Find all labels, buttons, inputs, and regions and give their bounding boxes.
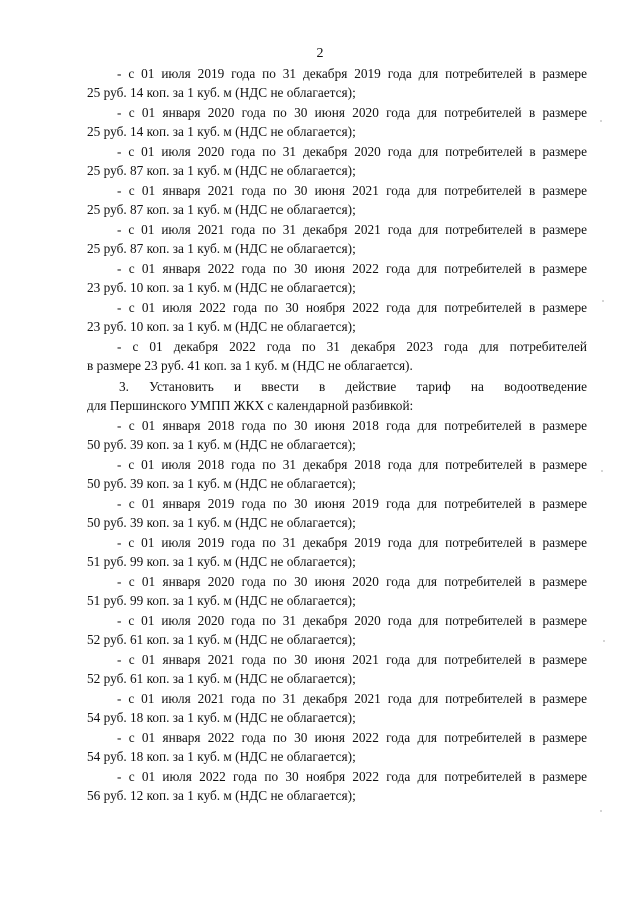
tariff-item-line1: - с 01 января 2022 года по 30 июня 2022 года для потребителей в размере <box>117 261 587 276</box>
tariff-item-line2: 50 руб. 39 коп. за 1 куб. м (НДС не облагается); <box>87 515 356 530</box>
tariff-item <box>87 455 587 493</box>
tariff-item-line1: - с 01 января 2021 года по 30 июня 2021 года для потребителей в размере <box>117 183 587 198</box>
tariff-item-line2: 56 руб. 12 коп. за 1 куб. м (НДС не облагается); <box>87 788 356 803</box>
tariff-item <box>87 298 587 336</box>
tariff-item-line2: 52 руб. 61 коп. за 1 куб. м (НДС не облагается); <box>87 671 356 686</box>
tariff-item-line2: 51 руб. 99 коп. за 1 куб. м (НДС не облагается); <box>87 593 356 608</box>
tariff-item-line2: 52 руб. 61 коп. за 1 куб. м (НДС не облагается); <box>87 632 356 647</box>
tariff-item-line1: - с 01 января 2019 года по 30 июня 2019 года для потребителей в размере <box>117 496 587 511</box>
tariff-item <box>87 611 587 649</box>
tariff-item-line2: 50 руб. 39 коп. за 1 куб. м (НДС не облагается); <box>87 437 356 452</box>
tariff-item <box>87 767 587 805</box>
scan-speck <box>603 640 605 642</box>
tariff-item-line1: - с 01 июля 2022 года по 30 ноября 2022 года для потребителей в размере <box>117 769 587 784</box>
tariff-item-line1: - с 01 января 2020 года по 30 июня 2020 года для потребителей в размере <box>117 105 587 120</box>
tariff-item-line1: - с 01 июля 2020 года по 31 декабря 2020 года для потребителей в размере <box>117 613 587 628</box>
tariff-item-line2: 54 руб. 18 коп. за 1 куб. м (НДС не облагается); <box>87 749 356 764</box>
tariff-item-line1: - с 01 января 2018 года по 30 июня 2018 года для потребителей в размере <box>117 418 587 433</box>
tariff-item-line2: 25 руб. 14 коп. за 1 куб. м (НДС не облагается); <box>87 85 356 100</box>
tariff-item-line1: - с 01 января 2020 года по 30 июня 2020 года для потребителей в размере <box>117 574 587 589</box>
tariff-item-line1: - с 01 июля 2019 года по 31 декабря 2019 года для потребителей в размере <box>117 535 587 550</box>
clause-3-line1: 3. Установить и ввести в действие тариф на водоотведение <box>119 379 587 394</box>
tariff-item <box>87 64 587 102</box>
clause-3-line2: для Першинского УМПП ЖКХ с календарной разбивкой: <box>87 398 414 413</box>
tariff-item-line1: - с 01 июля 2022 года по 30 ноября 2022 года для потребителей в размере <box>117 300 587 315</box>
tariff-item <box>87 337 587 375</box>
tariff-item <box>87 689 587 727</box>
tariff-item-line2: в размере 23 руб. 41 коп. за 1 куб. м (НДС не облагается). <box>87 358 413 373</box>
tariff-item-line1: - с 01 июля 2018 года по 31 декабря 2018 года для потребителей в размере <box>117 457 587 472</box>
tariff-item-line2: 25 руб. 14 коп. за 1 куб. м (НДС не облагается); <box>87 124 356 139</box>
scan-speck <box>601 470 603 472</box>
tariff-item-line1: - с 01 июля 2021 года по 31 декабря 2021 года для потребителей в размере <box>117 222 587 237</box>
tariff-item-line1: - с 01 июля 2019 года по 31 декабря 2019 года для потребителей в размере <box>117 66 587 81</box>
tariff-item-line1: - с 01 июля 2021 года по 31 декабря 2021 года для потребителей в размере <box>117 691 587 706</box>
tariff-item-line2: 50 руб. 39 коп. за 1 куб. м (НДС не облагается); <box>87 476 356 491</box>
tariff-item <box>87 103 587 141</box>
tariff-item-line1: - с 01 июля 2020 года по 31 декабря 2020 года для потребителей в размере <box>117 144 587 159</box>
clause-3 <box>87 377 587 415</box>
page-number: 2 <box>316 46 324 61</box>
tariff-item-line2: 25 руб. 87 коп. за 1 куб. м (НДС не облагается); <box>87 241 356 256</box>
tariff-item-line2: 54 руб. 18 коп. за 1 куб. м (НДС не облагается); <box>87 710 356 725</box>
tariff-item-line2: 23 руб. 10 коп. за 1 куб. м (НДС не облагается); <box>87 319 356 334</box>
tariff-item <box>87 494 587 532</box>
tariff-item <box>87 416 587 454</box>
tariff-item-line2: 25 руб. 87 коп. за 1 куб. м (НДС не облагается); <box>87 163 356 178</box>
tariff-item-line2: 23 руб. 10 коп. за 1 куб. м (НДС не облагается); <box>87 280 356 295</box>
tariff-item-line1: - с 01 января 2022 года по 30 июня 2022 года для потребителей в размере <box>117 730 587 745</box>
scan-speck <box>602 300 604 302</box>
tariff-item <box>87 728 587 766</box>
tariff-item <box>87 650 587 688</box>
tariff-item-line1: - с 01 января 2021 года по 30 июня 2021 года для потребителей в размере <box>117 652 587 667</box>
tariff-item <box>87 181 587 219</box>
tariff-item-line1: - с 01 декабря 2022 года по 31 декабря 2023 года для потребителей <box>117 339 587 354</box>
scan-speck <box>600 810 602 812</box>
tariff-item <box>87 142 587 180</box>
tariff-item <box>87 220 587 258</box>
tariff-item-line2: 25 руб. 87 коп. за 1 куб. м (НДС не облагается); <box>87 202 356 217</box>
document-body <box>87 64 587 806</box>
tariff-item <box>87 259 587 297</box>
tariff-item-line2: 51 руб. 99 коп. за 1 куб. м (НДС не облагается); <box>87 554 356 569</box>
tariff-item <box>87 572 587 610</box>
tariff-item <box>87 533 587 571</box>
scan-speck <box>600 120 602 122</box>
